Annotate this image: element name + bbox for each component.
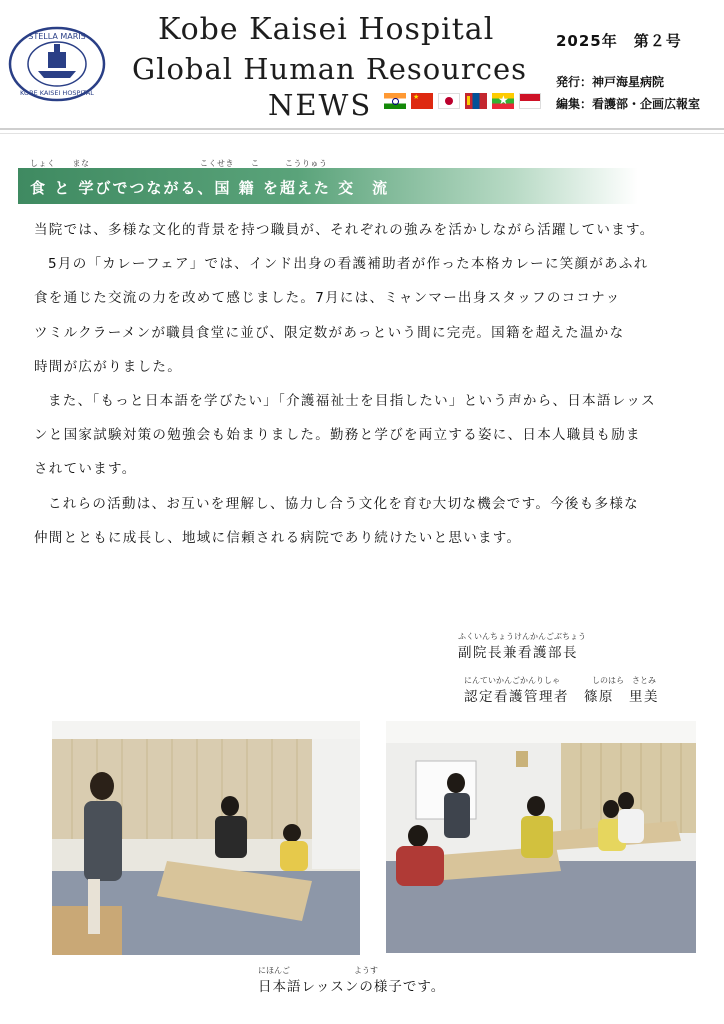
myanmar-flag: ★ <box>492 93 514 109</box>
body-line: また、「もっと日本語を学びたい」「介護福祉士を目指したい」という声から、日本語レッス <box>48 392 656 409</box>
body-line: 食を通じた交流の力を改めて感じました。7月には、ミャンマー出身スタッフのココナッ <box>34 290 621 307</box>
body-line: これらの活動は、お互いを理解し、協力し合う文化を育む大切な機会です。今後も多様な <box>48 495 639 512</box>
lesson-photo-left <box>52 721 360 955</box>
body-line: されています。 <box>34 461 137 478</box>
issue-number: 2025年 第２号 <box>556 32 682 50</box>
signature-name: 認定看護管理者 篠原 里美 <box>464 689 659 705</box>
lesson-photo-right <box>386 721 696 953</box>
article-body <box>34 213 694 555</box>
signature-role-ruby: ふくいんちょうけんかんごぶちょう <box>458 632 586 641</box>
japan-flag <box>438 93 460 109</box>
body-line: 当院では、多様な文化的背景を持つ職員が、それぞれの強みを活かしながら活躍しています。 <box>34 222 655 238</box>
publisher-line: 発行：神戸海星病院 <box>556 75 665 89</box>
header-divider-thin <box>0 133 724 134</box>
signature-name-ruby: しのはら さとみ <box>592 676 656 685</box>
body-line: ツミルクラーメンが職員食堂に並び、限定数があっという間に完売。国籍を超えた温かな <box>34 324 625 341</box>
body-line: 5月の「カレーフェア」では、インド出身の看護補助者が作った本格カレーに笑顔があふれ <box>48 256 649 273</box>
header-divider <box>0 128 724 130</box>
photo-caption-ruby: にほんご ようす <box>258 966 378 975</box>
signature-role: 副院長兼看護部長 <box>458 645 578 661</box>
editor-line: 編集：看護部・企画広報室 <box>556 97 701 111</box>
body-line: 仲間とともに成長し、地域に信頼される病院であり続けたいと思います。 <box>34 529 522 546</box>
india-flag <box>384 93 406 109</box>
indonesia-flag <box>519 93 541 109</box>
newsletter-title-line1: Kobe Kaisei Hospital <box>158 12 495 47</box>
body-line: ンと国家試験対策の勉強会も始まりました。勤務と学びを両立する姿に、日本人職員も励ま <box>34 427 641 444</box>
section-title: 食 と 学びでつながる、国 籍 を超えた 交 流 <box>30 179 390 197</box>
newsletter-title-line2: Global Human Resources <box>132 52 528 86</box>
china-flag: ★ <box>411 93 433 109</box>
section-title-ruby: しょく まな こくせき こ こうりゅう <box>30 159 328 168</box>
signature-title-ruby: にんていかんごかんりしゃ <box>464 676 560 685</box>
newsletter-title-line3: NEWS <box>268 88 373 122</box>
svg-text:STELLA MARIS: STELLA MARIS <box>28 32 86 41</box>
body-line: 時間が広がりました。 <box>34 358 182 375</box>
photo-caption: 日本語レッスンの様子です。 <box>258 979 446 995</box>
mongolia-flag <box>465 93 487 109</box>
flag-row <box>384 93 541 109</box>
hospital-logo <box>8 26 106 102</box>
svg-text:KOBE KAISEI HOSPITAL: KOBE KAISEI HOSPITAL <box>20 89 94 97</box>
